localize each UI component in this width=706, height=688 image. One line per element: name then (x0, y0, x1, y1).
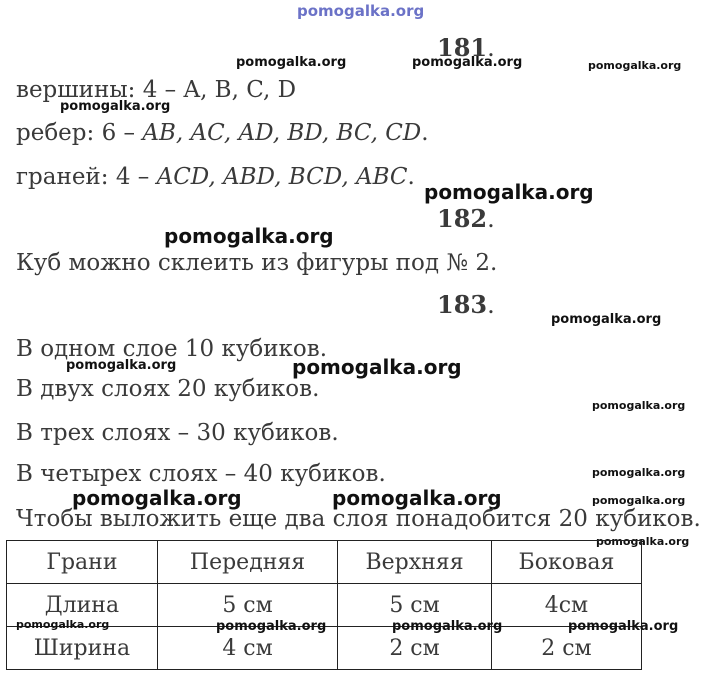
table-header-cell: Передняя (157, 541, 337, 584)
watermark: pomogalka.org (592, 494, 686, 507)
table-cell: 2 см (338, 627, 492, 670)
table-cell: 4 см (157, 627, 337, 670)
watermark: pomogalka.org (72, 486, 242, 510)
faces-line: граней: 4 – ACD, ABD, BCD, ABC. (16, 164, 415, 190)
watermark: pomogalka.org (292, 355, 462, 379)
task183-line3: В трех слоях – 30 кубиков. (16, 420, 339, 446)
table-cell: 4см (491, 584, 641, 627)
watermark: pomogalka.org (424, 180, 594, 204)
watermark: pomogalka.org (164, 224, 334, 248)
task-number-181: 181. (437, 33, 495, 62)
watermark: pomogalka.org (592, 466, 686, 479)
table-header-cell: Грани (7, 541, 158, 584)
table-cell: 5 см (157, 584, 337, 627)
watermark: pomogalka.org (412, 55, 523, 70)
watermark: pomogalka.org (596, 535, 690, 548)
faces-table (6, 540, 642, 670)
watermark: pomogalka.org (592, 399, 686, 412)
edges-line: ребер: 6 – AB, AC, AD, BD, BC, CD. (16, 120, 429, 146)
watermark: pomogalka.org (568, 619, 679, 634)
table-cell: 2 см (491, 627, 641, 670)
watermark: pomogalka.org (60, 99, 171, 114)
watermark: pomogalka.org (551, 312, 662, 327)
task-number-182: 182. (437, 204, 495, 233)
task183-line1: В одном слое 10 кубиков. (16, 336, 328, 362)
watermark: pomogalka.org (236, 55, 347, 70)
vertices-line: вершины: 4 – A, B, C, D (16, 77, 297, 103)
watermark: pomogalka.org (332, 486, 502, 510)
table-header-cell: Боковая (491, 541, 641, 584)
table-header-cell: Верхняя (338, 541, 492, 584)
task183-line5: Чтобы выложить еще два слоя понадобится 20 кубиков. (16, 506, 701, 532)
table-header-row (7, 541, 642, 584)
task-number-183: 183. (437, 290, 495, 319)
table-cell: Длина (7, 584, 158, 627)
task182-text: Куб можно склеить из фигуры под № 2. (16, 250, 498, 276)
watermark: pomogalka.org (66, 358, 177, 373)
watermark: pomogalka.org (16, 618, 110, 631)
watermark-top: pomogalka.org (297, 2, 425, 20)
task183-line4: В четырех слоях – 40 кубиков. (16, 461, 386, 487)
task183-line2: В двух слоях 20 кубиков. (16, 376, 320, 402)
watermark: pomogalka.org (216, 619, 327, 634)
table-cell: 5 см (338, 584, 492, 627)
watermark: pomogalka.org (588, 59, 682, 72)
watermark: pomogalka.org (392, 619, 503, 634)
table-cell: Ширина (7, 627, 158, 670)
